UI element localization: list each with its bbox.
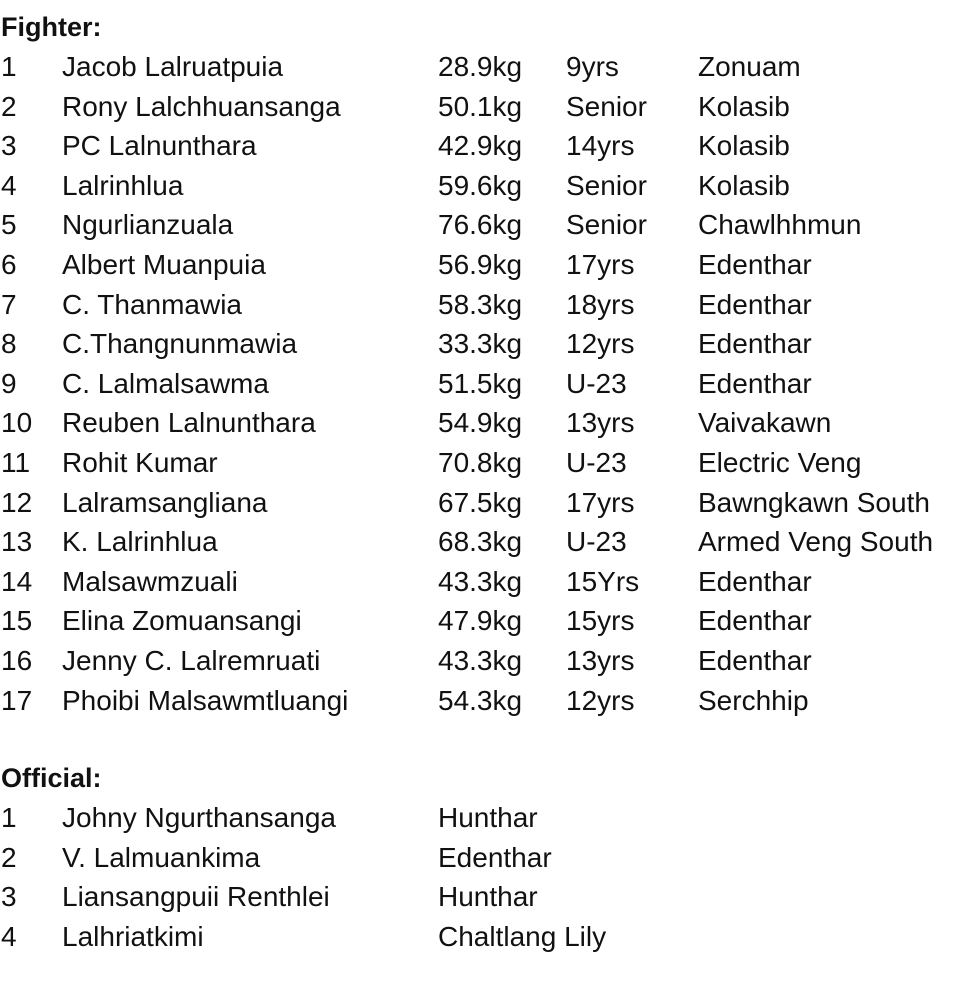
fighter-place: Electric Veng [698,447,862,478]
fighter-name: Jacob Lalruatpuia [62,51,284,82]
fighter-place: Edenthar [698,288,812,320]
fighter-place: Vaivakawn [698,407,832,439]
fighter-row [0,403,955,443]
fighter-place: Edenthar [698,328,812,360]
fighter-name: Rony Lalchhuansanga [62,90,341,122]
fighter-row [0,681,955,721]
fighter-age: Senior [566,169,647,201]
official-place: Edenthar [438,841,552,873]
official-row [0,838,955,878]
fighter-weight: 28.9kg [438,51,523,82]
official-row [0,917,955,957]
fighter-row [0,324,955,364]
fighter-weight: 47.9kg [438,605,523,637]
fighter-weight: 51.5kg [438,367,523,399]
fighter-name: Rohit Kumar [62,447,218,478]
fighter-age: 15yrs [566,605,635,637]
fighter-number: 9 [1,367,17,399]
fighter-heading: Fighter: [1,12,102,42]
fighter-name: Phoibi Malsawmtluangi [62,684,349,716]
fighter-row [0,87,955,127]
fighter-place: Serchhip [698,684,809,716]
fighter-place: Bawngkawn South [698,486,930,518]
fighter-age: 17yrs [566,486,635,518]
fighter-place: Edenthar [698,605,812,637]
fighter-number: 8 [1,328,17,360]
fighter-age: Senior [566,90,647,122]
fighter-row [0,205,955,245]
fighter-number: 3 [1,130,17,162]
fighter-number: 12 [1,486,33,518]
fighter-name: Elina Zomuansangi [62,605,302,637]
fighter-row [0,245,955,285]
official-name: Lalhriatkimi [62,920,204,952]
fighter-weight: 43.3kg [438,565,523,597]
fighter-name: C. Lalmalsawma [62,367,269,399]
fighter-weight: 43.3kg [438,645,523,676]
fighter-name: K. Lalrinhlua [62,526,218,558]
fighter-age: U-23 [566,526,627,558]
official-name: Johny Ngurthansanga [62,802,336,833]
official-number: 1 [1,802,17,833]
fighter-name: Ngurlianzuala [62,209,234,241]
fighter-row [0,601,955,641]
fighter-number: 6 [1,249,17,280]
fighter-number: 2 [1,90,17,122]
fighter-weight: 50.1kg [438,90,523,122]
fighter-place: Kolasib [698,130,790,162]
fighter-place: Zonuam [698,51,801,82]
fighter-age: U-23 [566,447,627,478]
fighter-name: Lalramsangliana [62,486,268,518]
fighter-place: Armed Veng South [698,526,934,558]
fighter-age: 9yrs [566,51,619,82]
fighter-row [0,285,955,325]
fighter-place: Kolasib [698,169,790,201]
official-row [0,798,955,838]
official-number: 4 [1,920,17,952]
fighter-row [0,126,955,166]
fighter-number: 13 [1,526,33,558]
fighter-number: 16 [1,645,33,676]
fighter-name: Albert Muanpuia [62,249,266,280]
fighter-number: 17 [1,684,33,716]
fighter-number: 10 [1,407,33,439]
official-place: Hunthar [438,802,538,833]
official-name: V. Lalmuankima [62,841,261,873]
official-name: Liansangpuii Renthlei [62,881,330,913]
fighter-weight: 54.3kg [438,684,523,716]
fighter-name: Lalrinhlua [62,169,184,201]
fighter-weight: 56.9kg [438,249,523,280]
fighter-age: 12yrs [566,328,635,360]
fighter-place: Chawlhhmun [698,209,862,241]
fighter-row [0,483,955,523]
fighter-number: 7 [1,288,17,320]
fighter-row [0,522,955,562]
fighter-number: 15 [1,605,33,637]
fighter-age: U-23 [566,367,627,399]
fighter-age: Senior [566,209,647,241]
fighter-weight: 70.8kg [438,447,523,478]
fighter-weight: 68.3kg [438,526,523,558]
fighter-row [0,166,955,206]
fighter-age: 12yrs [566,684,635,716]
fighter-age: 13yrs [566,407,635,439]
fighter-row [0,47,955,87]
fighter-number: 14 [1,565,33,597]
fighter-weight: 59.6kg [438,169,523,201]
official-row [0,877,955,917]
fighter-weight: 76.6kg [438,209,523,241]
fighter-weight: 54.9kg [438,407,523,439]
fighter-age: 15Yrs [566,565,640,597]
fighter-row [0,443,955,483]
fighter-name: Malsawmzuali [62,565,238,597]
fighter-row [0,364,955,404]
fighter-place: Edenthar [698,367,812,399]
fighter-weight: 67.5kg [438,486,523,518]
official-heading: Official: [1,763,102,793]
fighter-weight: 42.9kg [438,130,523,162]
official-place: Chaltlang Lily [438,920,607,952]
fighter-row [0,641,955,681]
fighter-place: Edenthar [698,645,812,676]
fighter-place: Edenthar [698,249,812,280]
fighter-place: Kolasib [698,90,790,122]
fighter-number: 11 [1,447,31,478]
fighter-place: Edenthar [698,565,812,597]
fighter-row [0,562,955,602]
fighter-age: 17yrs [566,249,635,280]
fighter-number: 1 [1,51,17,82]
official-place: Hunthar [438,881,538,913]
fighter-number: 5 [1,209,17,241]
fighter-weight: 33.3kg [438,328,523,360]
official-number: 2 [1,841,17,873]
fighter-weight: 58.3kg [438,288,523,320]
fighter-name: PC Lalnunthara [62,130,257,162]
fighter-age: 13yrs [566,645,635,676]
fighter-name: C. Thanmawia [62,288,243,320]
official-number: 3 [1,881,17,913]
fighter-number: 4 [1,169,17,201]
fighter-name: Jenny C. Lalremruati [62,645,321,676]
fighter-age: 18yrs [566,288,635,320]
fighter-name: C.Thangnunmawia [62,328,298,360]
fighter-name: Reuben Lalnunthara [62,407,316,439]
fighter-age: 14yrs [566,130,635,162]
